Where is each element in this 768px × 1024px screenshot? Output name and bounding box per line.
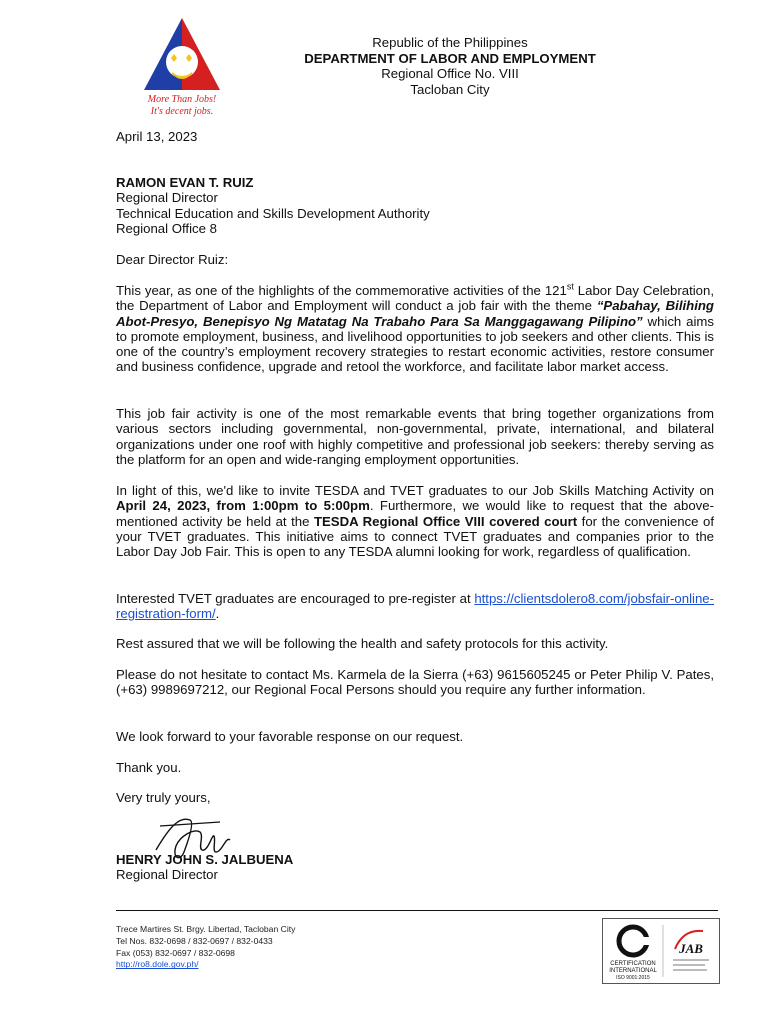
paragraph-3 xyxy=(116,483,714,559)
cert-ring-icon xyxy=(619,927,647,955)
footer-contact xyxy=(116,924,295,971)
certification-badge xyxy=(602,918,720,984)
thank-you: Thank you. xyxy=(116,760,182,775)
header-city: Tacloban City xyxy=(410,81,490,97)
footer-tel: Tel Nos. 832-0698 / 832-0697 / 832-0433 xyxy=(116,935,273,946)
p4-text-b: . xyxy=(215,606,220,622)
recipient-block xyxy=(116,175,714,236)
paragraph-6: Please do not hesitate to contact Ms. Karmela de la Sierra (+63) 9615605245 or Peter Philip V. Pates, (+63) 9989697212, our Regional Focal Persons should you require any further information. xyxy=(116,667,714,698)
salutation: Dear Director Ruiz: xyxy=(116,252,229,267)
p1-text-c: which aims to promote employment, business, and livelihood opportunities to job seekers and other clients. This is one of the country’s employment recovery strategies to restart economic activities, restore consumer and business confidence, upgrade and retool the workforce, and facilitate labor market access. xyxy=(116,313,714,375)
logo-slogan-2: It's decent jobs. xyxy=(150,106,214,117)
cert-label-2: INTERNATIONAL xyxy=(609,968,657,974)
cert-label-1: CERTIFICATION xyxy=(610,961,656,967)
recipient-name: RAMON EVAN T. RUIZ xyxy=(116,175,254,190)
p1-sup: st xyxy=(566,281,574,292)
cert-label-3: ISO 9001:2015 xyxy=(616,975,650,981)
header-republic: Republic of the Philippines xyxy=(372,35,528,50)
signatory-title: Regional Director xyxy=(116,867,218,883)
recipient-org: Technical Education and Skills Development Authority xyxy=(116,205,430,221)
p3-text-c: for the convenience of your TVET graduates. This initiative aims to connect TVET graduates and companies prior to the Labor Day Job Fair. This is open to any TESDA alumni looking for work, regardless of qualification. xyxy=(116,513,714,560)
jab-label: JAB xyxy=(679,941,703,956)
paragraph-2: This job fair activity is one of the most remarkable events that bring together organizations from various sectors including governmental, non-governmental, private, international, and bilateral organizations under one roof with highly competitive and professional job seekers: thereby serving as the platform for an open and wide-ranging employment opportunities. xyxy=(116,406,714,467)
letterhead xyxy=(200,35,700,97)
letter-date: April 13, 2023 xyxy=(116,129,198,144)
logo-center-circle xyxy=(166,46,198,78)
p4-text-a: Interested TVET graduates are encouraged to pre-register at xyxy=(116,591,475,606)
header-regional-office: Regional Office No. VIII xyxy=(381,66,519,81)
footer-website-link[interactable]: http://ro8.dole.gov.ph/ xyxy=(116,959,199,970)
footer-address: Trece Martires St. Brgy. Libertad, Tacloban City xyxy=(116,924,296,934)
paragraph-1 xyxy=(116,283,714,375)
closing: Very truly yours, xyxy=(116,790,211,805)
p3-event-date: April 24, 2023, from 1:00pm to 5:00pm xyxy=(116,498,370,514)
signatory-name: HENRY JOHN S. JALBUENA xyxy=(116,852,294,867)
header-department: DEPARTMENT OF LABOR AND EMPLOYMENT xyxy=(304,50,596,66)
p3-text-b: . Furthermore, we would like to request that the above-mentioned activity be held at the xyxy=(116,498,714,529)
paragraph-5: Rest assured that we will be following the health and safety protocols for this activity. xyxy=(116,636,609,651)
p3-venue: TESDA Regional Office VIII covered court xyxy=(313,513,578,529)
footer-divider xyxy=(116,910,718,911)
registration-link[interactable]: https://clientsdolero8.com/jobsfair-online-registration-form/ xyxy=(116,591,714,622)
p1-text-a: This year, as one of the highlights of the commemorative activities of the 121 xyxy=(116,283,567,298)
p3-text-a: In light of this, we'd like to invite TESDA and TVET graduates to our Job Skills Matching Activity on xyxy=(116,483,714,498)
logo-slogan-1: More Than Jobs! xyxy=(147,94,217,105)
p1-text-b: Labor Day Celebration, the Department of Labor and Employment will conduct a job fair with the theme xyxy=(116,283,714,314)
footer-fax: Fax (053) 832-0697 / 832-0698 xyxy=(116,947,235,958)
paragraph-4 xyxy=(116,591,714,622)
p1-theme: “Pabahay, Bilihing Abot-Presyo, Benepisyo Ng Matatag Na Trabaho Para Sa Manggagawang Pilipino” xyxy=(116,298,714,329)
paragraph-7: We look forward to your favorable response on our request. xyxy=(116,729,464,744)
recipient-title: Regional Director xyxy=(116,190,218,206)
signatory-block xyxy=(116,852,714,883)
recipient-office: Regional Office 8 xyxy=(116,220,217,236)
